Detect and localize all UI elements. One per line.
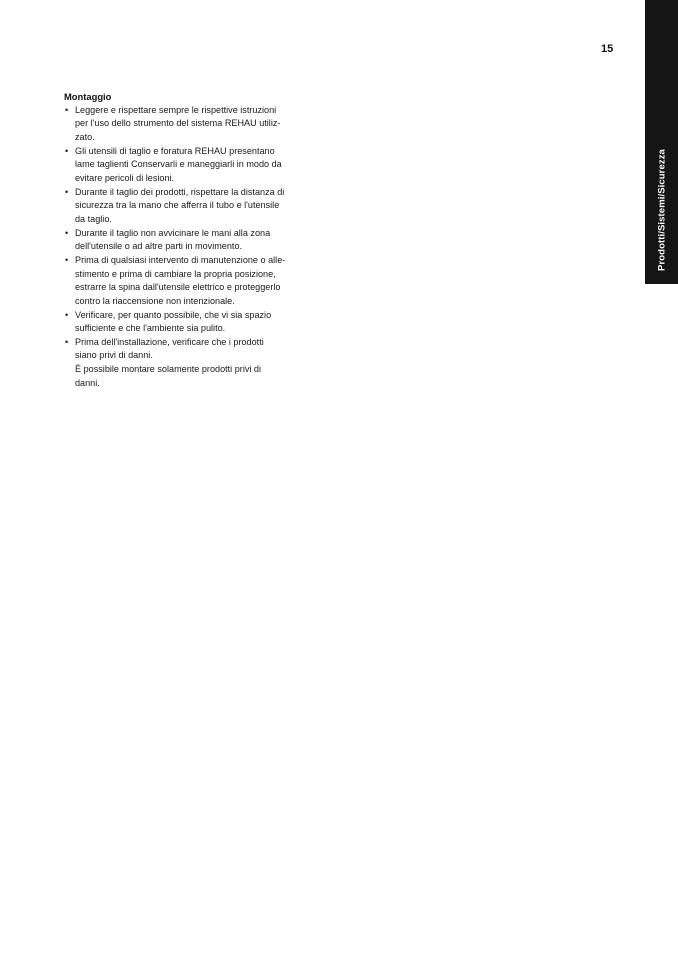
bullet-list [64,104,309,363]
note-text: È possibile montare solamente prodotti privi di danni. [75,364,262,388]
list-item [64,336,309,363]
list-item [64,227,309,254]
list-item-text: Durante il taglio non avvicinare le mani alla zona dell'utensile o ad altre parti in movimento. [75,227,271,252]
bullet-icon: • [65,336,69,347]
list-item [64,254,309,309]
section-title: Montaggio [64,91,112,102]
bullet-icon: • [65,104,69,115]
bullet-icon: • [65,145,69,156]
list-item [64,186,309,227]
list-item-text: Verificare, per quanto possibile, che vi sia spazio sufficiente e che l'ambiente sia pulito. [75,309,272,334]
side-tab-label: Prodotti/Sistemi/Sicurezza [656,149,667,271]
bullet-icon: • [65,309,69,320]
page-number: 15 [601,43,614,55]
list-item-text: Prima di qualsiasi intervento di manutenzione o alle- stimento e prima di cambiare la propria posizione, estrarre la spina dall'utensile elettrico e proteggerlo contro la riaccensione non intenzionale. [75,254,286,306]
list-item-text: Gli utensili di taglio e foratura REHAU presentano lame taglienti Conservarli e maneggiarli in modo da evitare pericoli di lesioni. [75,145,282,183]
main-content [64,90,309,390]
list-item-text: Prima dell'installazione, verificare che i prodotti siano privi di danni. [75,336,264,361]
list-item [64,309,309,336]
side-section-tab [645,0,678,284]
bullet-icon: • [65,186,69,197]
bullet-icon: • [65,227,69,238]
list-item-text: Durante il taglio dei prodotti, rispettare la distanza di sicurezza tra la mano che afferra il tubo e l'utensile da taglio. [75,186,285,224]
bullet-icon: • [65,254,69,265]
list-item-text: Leggere e rispettare sempre le rispettive istruzioni per l'uso dello strumento del sistema REHAU utiliz- zato. [75,104,281,142]
list-item [64,145,309,186]
list-item [64,104,309,145]
